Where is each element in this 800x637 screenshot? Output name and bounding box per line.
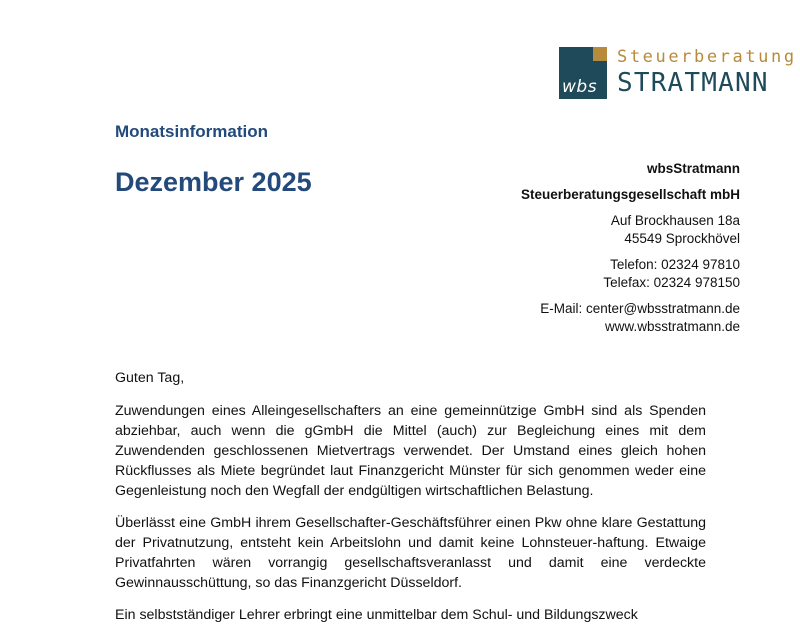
paragraph: Zuwendungen eines Alleingesellschafters an eine gemeinnützige GmbH sind als Spenden abziehbar, auch wenn die gGmbH die Mittel (auch) zur Begleichung eines mit dem Zuwendenden geschlossenen Mietvertrags verwendet. Der Umstand eines gleich hohen Rückflusses als Miete begründet laut Finanzgericht Münster für sich genommen weder eine Gegenleistung noch den Wegfall der endgültigen wirtschaftlichen Belastung. bbox=[115, 403, 706, 499]
email-address: E-Mail: center@wbsstratmann.de bbox=[540, 301, 740, 316]
paragraph: Ein selbstständiger Lehrer erbringt eine unmittelbar dem Schul- und Bildungszweck bbox=[115, 607, 638, 623]
logo-monogram: wbs bbox=[562, 77, 598, 97]
fax-number: Telefax: 02324 978150 bbox=[603, 275, 740, 290]
city-address: 45549 Sprockhövel bbox=[624, 231, 740, 246]
company-type: Steuerberatungsgesellschaft mbH bbox=[520, 187, 740, 202]
website: www.wbsstratmann.de bbox=[604, 319, 740, 334]
logo-monogram-box bbox=[559, 47, 607, 99]
street-address: Auf Brockhausen 18a bbox=[610, 213, 740, 228]
phone-number: Telefon: 02324 97810 bbox=[610, 257, 740, 272]
sender-address-block bbox=[521, 160, 740, 336]
document-title: Dezember 2025 bbox=[115, 167, 312, 197]
logo-accent-square bbox=[593, 47, 607, 61]
company-name: wbsStratmann bbox=[646, 161, 740, 176]
letter-body bbox=[115, 368, 706, 637]
logo-tagline: Steuerberatung bbox=[617, 47, 797, 67]
paragraph: Überlässt eine GmbH ihrem Gesellschafter-Geschäftsführer einen Pkw ohne klare Gestattung der Privatnutzung, entsteht kein Arbeitslohn und damit keine Lohnsteuer-haftung. Etwaige Privatfahrten wären vorrangig gesellschaftsveranlasst und damit eine verdeckte Gewinnausschüttung, so das Finanzgericht Düsseldorf. bbox=[115, 515, 706, 591]
logo-name: STRATMANN bbox=[617, 68, 769, 98]
greeting: Guten Tag, bbox=[115, 370, 185, 386]
document-subtitle: Monatsinformation bbox=[115, 122, 268, 141]
company-logo bbox=[559, 47, 797, 102]
